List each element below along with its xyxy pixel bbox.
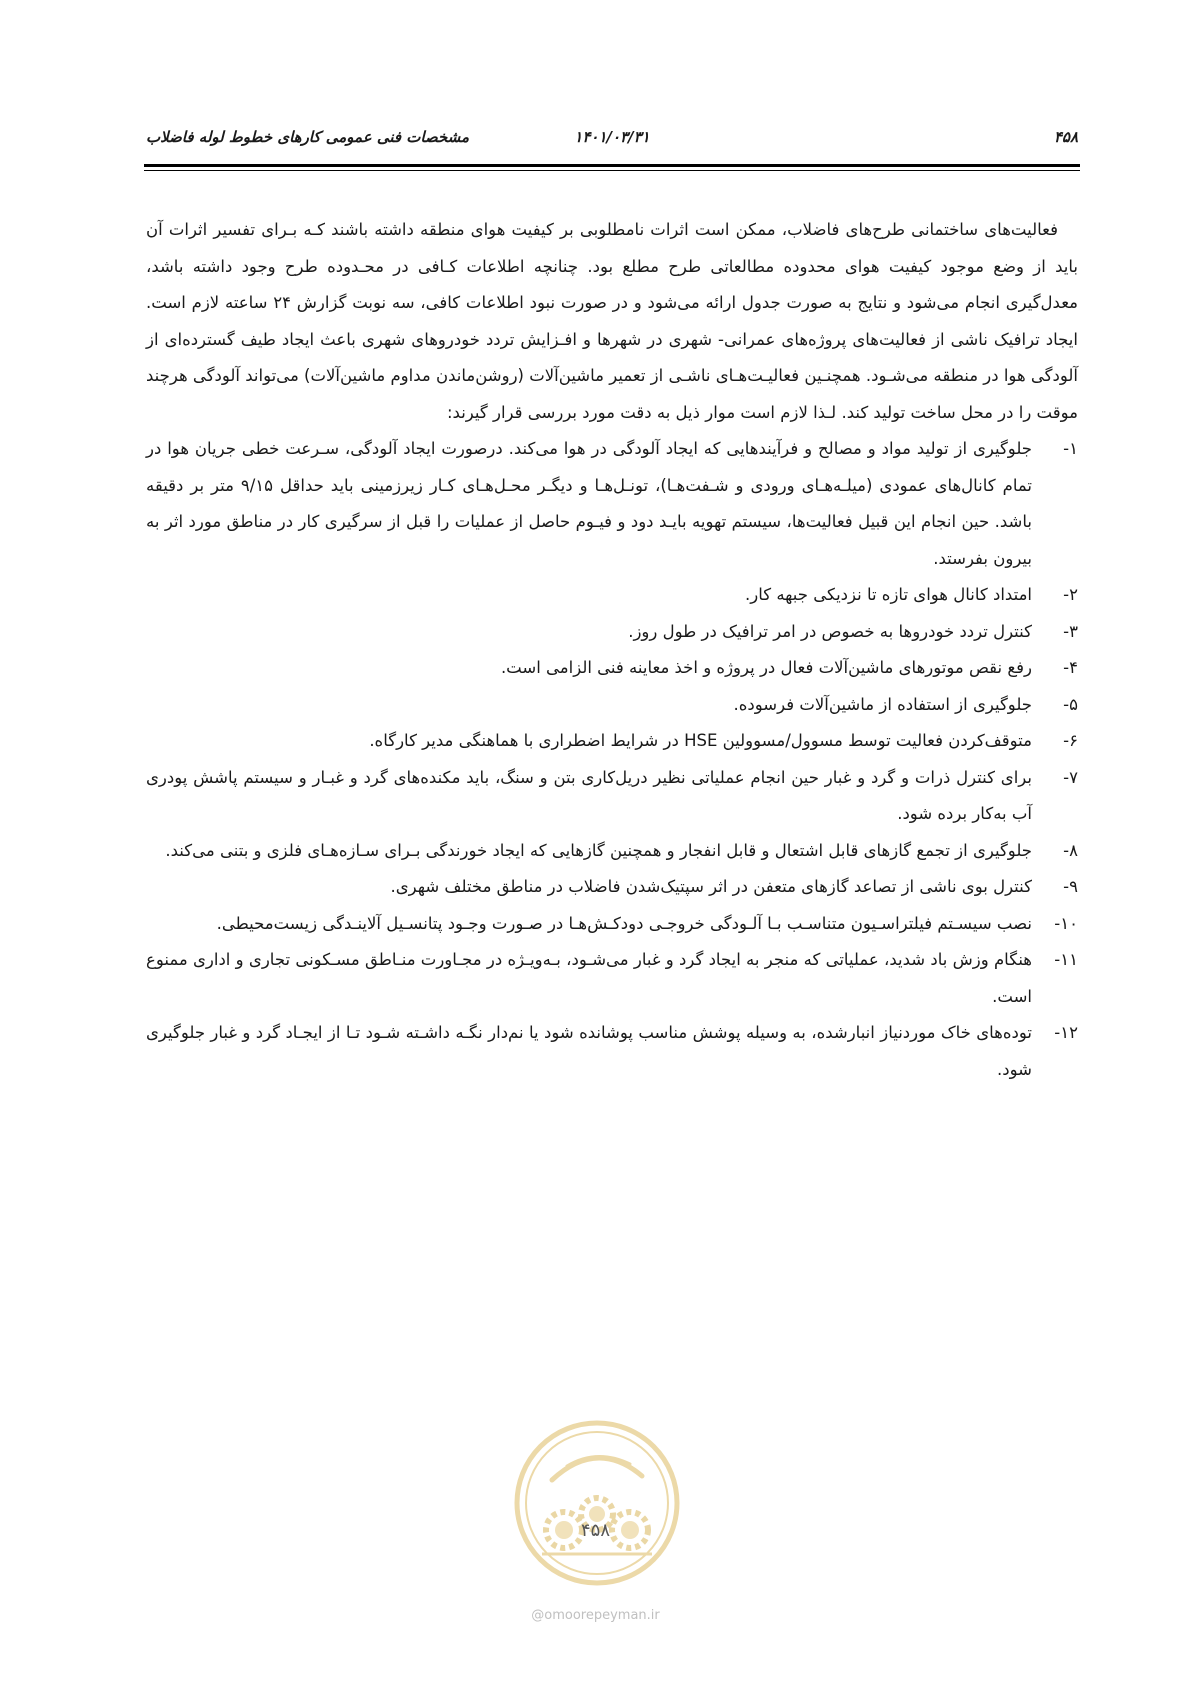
list-item-text: کنترل بوی ناشی از تصاعد گازهای متعفن در اثر سپتیک‌شدن فاضلاب در مناطق مختلف شهری.	[390, 877, 1032, 896]
list-item	[146, 869, 1078, 906]
list-item	[146, 760, 1078, 833]
list-item-number: ۳-	[1063, 621, 1078, 641]
requirements-list	[146, 431, 1078, 1088]
list-item-number: ۱۰-	[1054, 913, 1078, 933]
list-item-number: ۲-	[1063, 585, 1078, 604]
list-item	[146, 1015, 1078, 1088]
list-item	[146, 906, 1078, 943]
list-item	[146, 650, 1078, 687]
list-item	[146, 431, 1078, 577]
list-item	[146, 577, 1078, 614]
list-item	[146, 942, 1078, 1015]
header-date: ۱۴۰۱/۰۳/۳۱	[574, 128, 650, 146]
list-item-number: ۱۱-	[1054, 950, 1078, 969]
list-item-number: ۶-	[1063, 731, 1078, 750]
list-item	[146, 833, 1078, 870]
list-item-number: ۹-	[1063, 877, 1078, 896]
stamp-page-number: ۴۵۸	[580, 1520, 610, 1541]
list-item-text: کنترل تردد خودروها به خصوص در امر ترافیک در طول روز.	[628, 621, 1032, 641]
list-item-text: جلوگیری از تولید مواد و مصالح و فرآیندهایی که ایجاد آلودگی در هوا می‌کند. درصورت ایجاد آلودگی، سـرعت خطی جریان هوا در تمام کانال‌های عمودی (میلـه‌هـای ورودی و شـفت‌هـا)، تونـل‌هـا و دیگـر محـل‌هـای کـار زیرزمینی باید حداقل ۹/۱۵ متر بر دقیقه باشد. حین انجام این قبیل فعالیت‌ها، سیستم تهویه بایـد دود و فیـوم حاصل از عملیات را قبل از سرگیری کار در مناطق مورد اثر به بیرون بفرستد.	[146, 439, 1032, 568]
list-item-number: ۴-	[1063, 658, 1078, 677]
list-item-number: ۱-	[1063, 439, 1078, 458]
header-title: مشخصات فنی عمومی کارهای خطوط لوله فاضلاب	[146, 128, 470, 146]
list-item-text: هنگام وزش باد شدید، عملیاتی که منجر به ایجاد گرد و غبار می‌شـود، بـه‌ویـژه در مجـاورت منـاطق مسـکونی تجاری و اداری ممنوع است.	[146, 950, 1032, 1006]
list-item-text: برای کنترل ذرات و گرد و غبار حین انجام عملیاتی نظیر دریل‌کاری بتن و سنگ، باید مکنده‌های گرد و غبـار و سیستم پاشش پودری آب به‌کار برده شود.	[146, 767, 1032, 823]
list-item-number: ۷-	[1063, 767, 1078, 787]
document-body	[146, 212, 1078, 1088]
header-rule-thick	[144, 164, 1080, 167]
list-item-number: ۱۲-	[1054, 1023, 1078, 1042]
list-item-number: ۵-	[1063, 694, 1078, 714]
page-header	[146, 128, 1078, 156]
header-page-number: ۴۵۸	[1053, 128, 1078, 146]
list-item	[146, 687, 1078, 724]
list-item-text: نصب سیسـتم فیلتراسـیون متناسـب بـا آلـودگی خروجـی دودکـش‌هـا در صـورت وجـود پتانسـیل آلاینـدگی زیست‌محیطی.	[216, 913, 1032, 933]
list-item-text: متوقف‌کردن فعالیت توسط مسوول/مسوولین HSE در شرایط اضطراری با هماهنگی مدیر کارگاه.	[369, 731, 1032, 750]
list-item-text: جلوگیری از تجمع گازهای قابل اشتعال و قابل انفجار و همچنین گازهایی که ایجاد خورندگی بـرای سـازه‌هـای فلزی و بتنی می‌کند.	[165, 840, 1032, 860]
list-item	[146, 614, 1078, 651]
watermark-stamp-logo	[512, 1418, 682, 1588]
list-item-text: امتداد کانال هوای تازه تا نزدیکی جبهه کار.	[744, 585, 1032, 604]
list-item-number: ۸-	[1063, 840, 1078, 860]
list-item-text: توده‌های خاک موردنیاز انبارشده، به وسیله پوشش مناسب پوشانده شود یا نم‌دار نگـه داشـته شـود تـا از ایجـاد گرد و غبار جلوگیری شود.	[146, 1023, 1032, 1079]
list-item-text: جلوگیری از استفاده از ماشین‌آلات فرسوده.	[733, 694, 1032, 714]
list-item-text: رفع نقص موتورهای ماشین‌آلات فعال در پروژه و اخذ معاینه فنی الزامی است.	[500, 658, 1032, 677]
intro-paragraph: فعالیت‌های ساختمانی طرح‌های فاضلاب، ممکن است اثرات نامطلوبی بر کیفیت هوای منطقه داشته باشند کـه بـرای تفسیر اثرات آن باید از وضع موجود کیفیت هوای محدوده مطالعاتی طرح مطلع بود. چنانچه اطلاعات کـافی در محـدوده طرح وجود داشته باشد، معدل‌گیری انجام می‌شود و نتایج به صورت جدول ارائه می‌شود و در صورت نبود اطلاعات کافی، سه نوبت گزارش ۲۴ ساعته لازم است. ایجاد ترافیک ناشی از فعالیت‌های پروژه‌های عمرانی- شهری در شهرها و افـزایش تردد خودروهای شهری باعث ایجاد طیف گسترده‌ای از آلودگی هوا در منطقه می‌شـود. همچنـین فعالیـت‌هـای ناشـی از تعمیر ماشین‌آلات (روشن‌ماندن مداوم ماشین‌آلات) می‌تواند آلودگی هرچند موقت را در محل ساخت تولید کند. لـذا لازم است موار ذیل به دقت مورد بررسی قرار گیرند:	[146, 220, 1078, 422]
header-rule-thin	[144, 170, 1080, 171]
footer-watermark: @omoorepeyman.ir	[531, 1608, 660, 1623]
list-item	[146, 723, 1078, 760]
